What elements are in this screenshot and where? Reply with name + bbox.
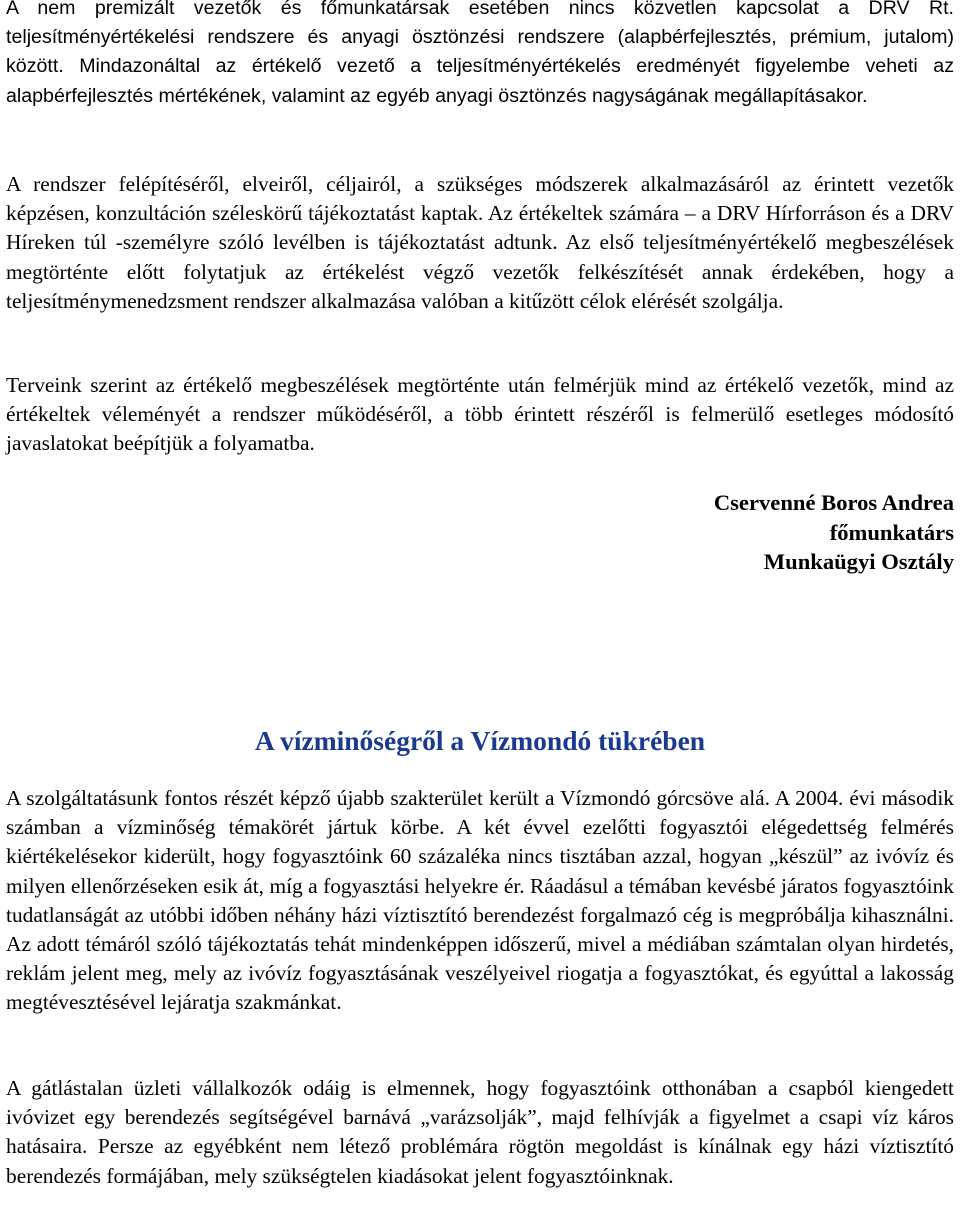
paragraph-performance-incentives: A nem premizált vezetők és főmunkatársak esetében nincs közvetlen kapcsolat a DRV Rt. teljesítményértékelési rendszere és anyagi ösztönzési rendszere (alapbérfejlesztés, prémium, jutalom) között. Mindazonáltal az értékelő vezető a teljesítményértékelés eredményét figyelembe veheti az alapbérfejlesztés mértékének, valamint az egyéb anyagi ösztönzés nagyságának megállapításakor. bbox=[6, 0, 954, 107]
section-title: A vízminőségről a Vízmondó tükrében bbox=[254, 725, 706, 756]
signature-block bbox=[714, 488, 954, 577]
paragraph-future-plans: Terveink szerint az értékelő megbeszélések megtörténte után felmérjük mind az értékelő vezetők, mind az értékeltek véleményét a rendszer működéséről, a több érintett részéről is felmerülő esetleges módosító javaslatokat beépítjük a folyamatba. bbox=[6, 373, 954, 456]
paragraph-system-briefing: A rendszer felépítéséről, elveiről, céljairól, a szükséges módszerek alkalmazásáról az érintett vezetők képzésen, konzultáción széleskörű tájékoztatást kaptak. Az értékeltek számára – a DRV Hírforráson és a DRV Híreken túl -személyre szóló levélben is tájékoztatást adtunk. Az első teljesítményértékelő megbeszélések megtörténte előtt folytatjuk az értékelést végző vezetők felkészítését annak érdekében, hogy a teljesítménymenedzsment rendszer alkalmazása valóban a kitűzött célok elérését szolgálja. bbox=[6, 172, 954, 313]
paragraph-unscrupulous-vendors: A gátlástalan üzleti vállalkozók odáig is elmennek, hogy fogyasztóink otthonában a csapból kiengedett ivóvizet egy berendezés segítségével barnává „varázsolják”, majd felhívják a figyelmet a csapi víz káros hatásaira. Persze az egyébként nem létező problémára rögtön megoldást is kínálnak egy házi víztisztító berendezés formájában, mely szükségtelen kiadásokat jelent fogyasztóinknak. bbox=[6, 1076, 954, 1188]
paragraph-water-quality-intro: A szolgáltatásunk fontos részét képző újabb szakterület került a Vízmondó górcsöve alá. A 2004. évi második számban a vízminőség témakörét jártuk körbe. A két évvel ezelőtti fogyasztói elégedettség felmérés kiértékelésekor kiderült, hogy fogyasztóink 60 százaléka nincs tisztában azzal, hogyan „készül” az ivóvíz és milyen ellenőrzéseken esik át, míg a fogyasztási helyekre ér. Ráadásul a témában kevésbé járatos fogyasztóink tudatlanságát az utóbbi időben néhány házi víztisztító berendezést forgalmazó cég is megpróbálja kihasználni. Az adott témáról szóló tájékoztatás tehát mindenképpen időszerű, mivel a médiában számtalan olyan hirdetés, reklám jelent meg, mely az ivóvíz fogyasztásának veszélyeivel riogatja a fogyasztókat, és egyúttal a lakosság megtévesztésével lejáratja szakmánkat. bbox=[6, 786, 954, 1015]
signature-department: Munkaügyi Osztály bbox=[763, 549, 954, 574]
signature-role: főmunkatárs bbox=[829, 519, 954, 545]
signature-name: Cservenné Boros Andrea bbox=[713, 490, 954, 515]
